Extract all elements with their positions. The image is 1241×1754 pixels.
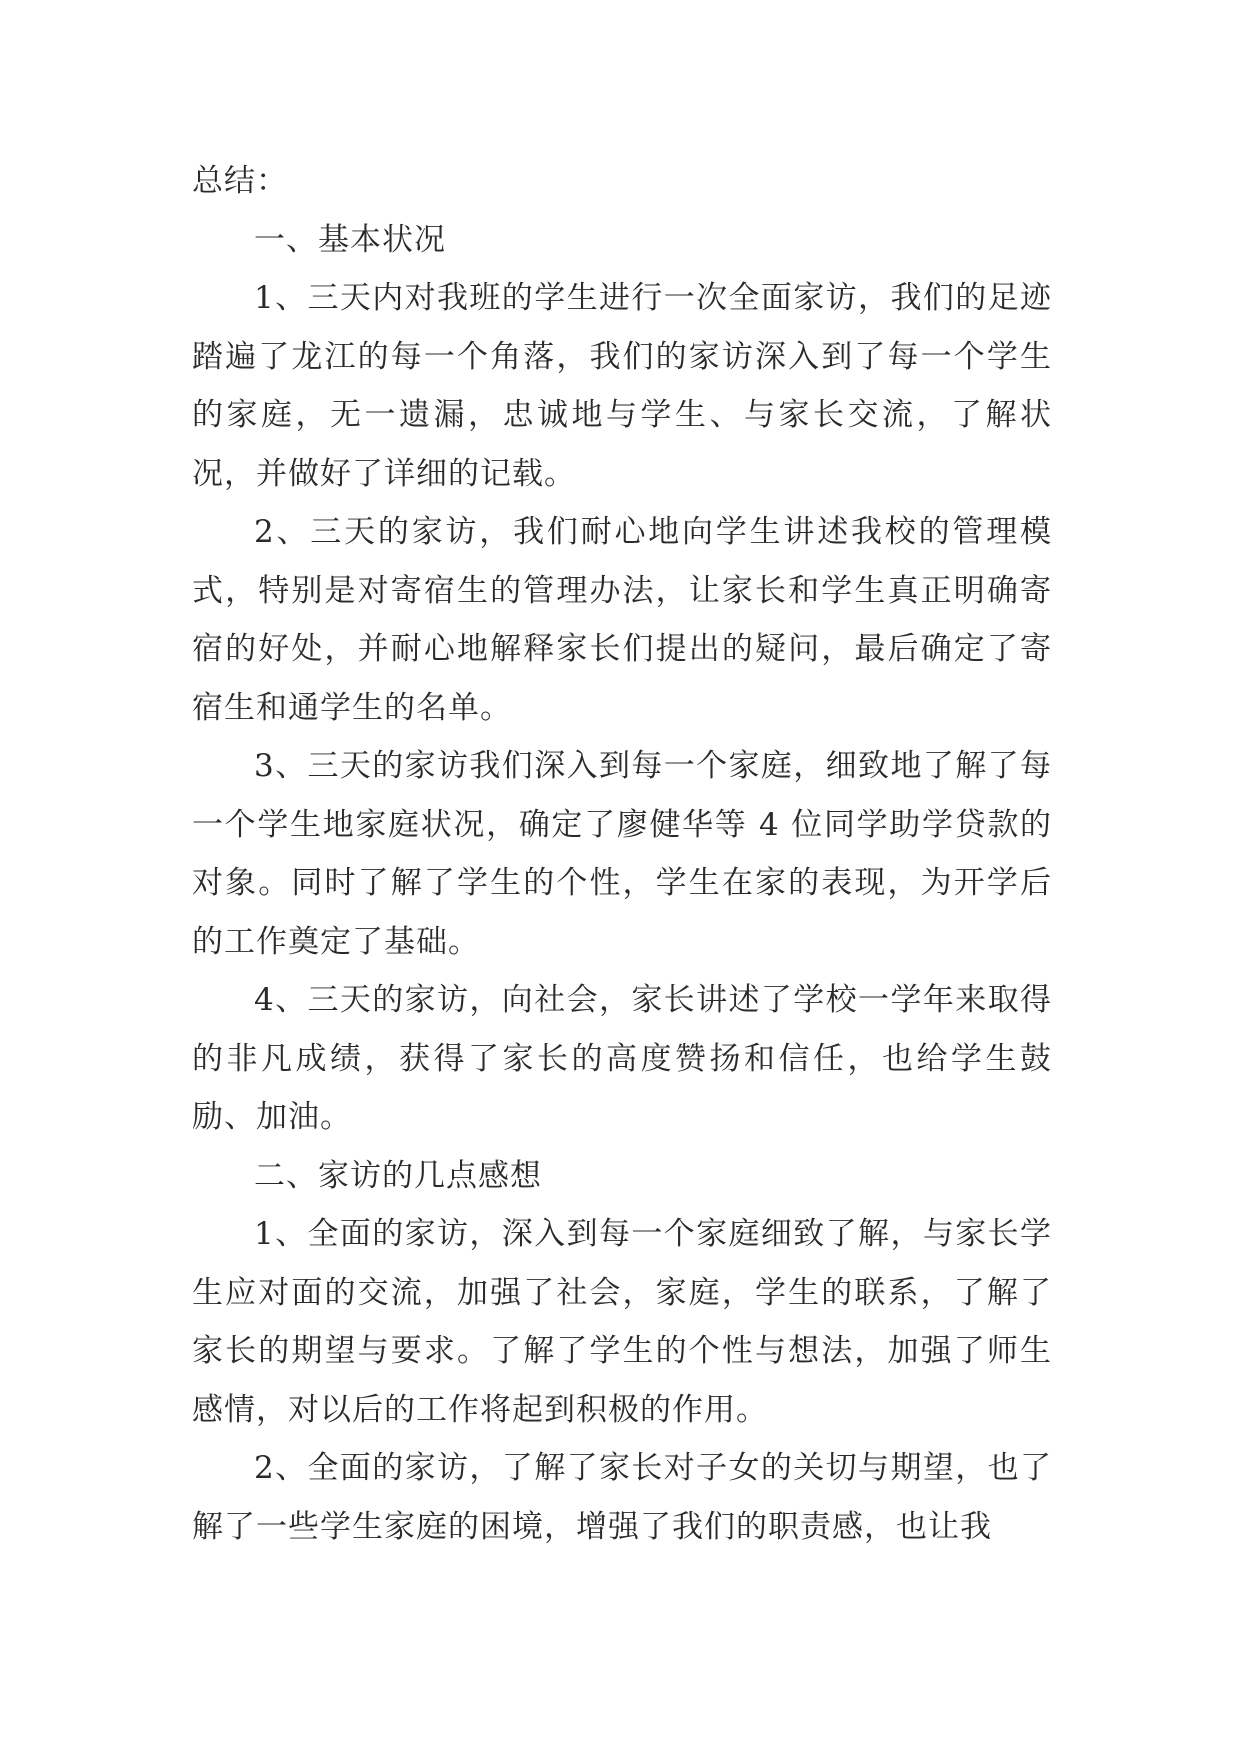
paragraph-reflection-2: 2、全面的家访，了解了家长对子女的关切与期望，也了解了一些学生家庭的困境，增强了我们的职责感，也让我 bbox=[192, 1450, 1052, 1545]
paragraph-reflection-1: 1、全面的家访，深入到每一个家庭细致了解，与家长学生应对面的交流，加强了社会，家庭，学生的联系，了解了家长的期望与要求。了解了学生的个性与想法，加强了师生感情，对以后的工作将起到积极的作用。 bbox=[192, 1216, 1052, 1428]
paragraph-item-4: 4、三天的家访，向社会，家长讲述了学校一学年来取得的非凡成绩，获得了家长的高度赞扬和信任，也给学生鼓励、加油。 bbox=[192, 982, 1052, 1135]
section-heading-reflections: 二、家访的几点感想 bbox=[254, 1157, 542, 1194]
section-heading-basic-situation: 一、基本状况 bbox=[254, 221, 446, 258]
paragraph-item-2: 2、三天的家访，我们耐心地向学生讲述我校的管理模式，特别是对寄宿生的管理办法，让家长和学生真正明确寄宿的好处，并耐心地解释家长们提出的疑问，最后确定了寄宿生和通学生的名单。 bbox=[192, 514, 1052, 726]
document-body bbox=[192, 152, 1052, 1556]
summary-heading: 总结： bbox=[192, 163, 288, 199]
paragraph-item-1: 1、三天内对我班的学生进行一次全面家访，我们的足迹踏遍了龙江的每一个角落，我们的家访深入到了每一个学生的家庭，无一遗漏，忠诚地与学生、与家长交流，了解状况，并做好了详细的记载。 bbox=[192, 280, 1052, 492]
paragraph-item-3: 3、三天的家访我们深入到每一个家庭，细致地了解了每一个学生地家庭状况，确定了廖健华等 4 位同学助学贷款的对象。同时了解了学生的个性，学生在家的表现，为开学后的工作奠定了基础。 bbox=[192, 748, 1052, 960]
